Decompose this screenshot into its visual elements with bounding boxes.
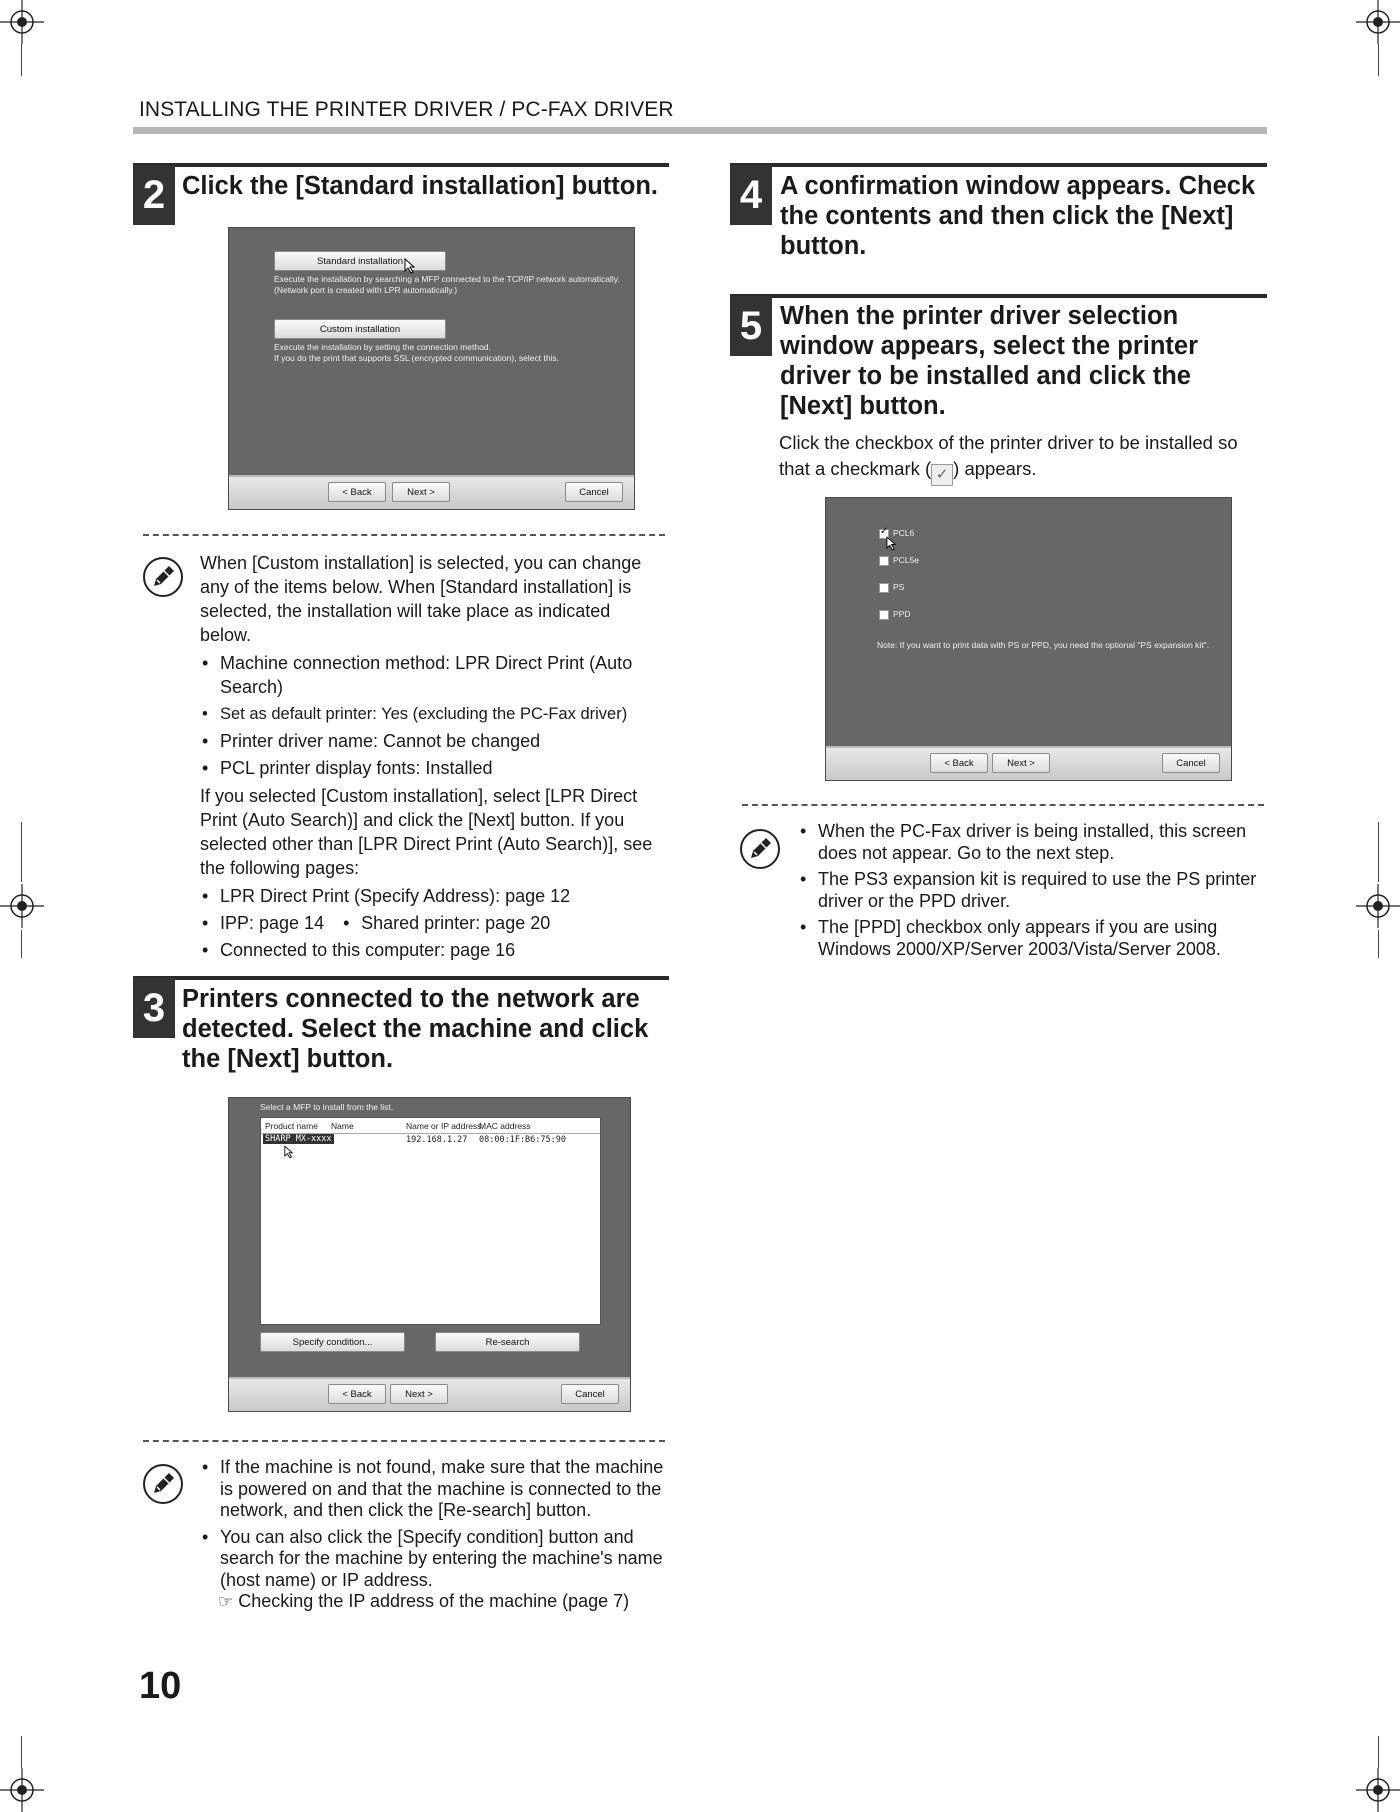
cursor-icon	[404, 258, 416, 274]
column-header: Name or IP address	[406, 1121, 482, 1131]
wizard-button-bar	[229, 475, 634, 509]
column-header: MAC address	[479, 1121, 531, 1131]
note-block	[200, 551, 666, 962]
note-bullet: • Connected to this computer: page 16	[200, 938, 666, 962]
back-button[interactable]: < Back	[930, 753, 988, 773]
next-button[interactable]: Next >	[390, 1384, 448, 1404]
note-separator	[143, 1440, 665, 1442]
note-block	[798, 821, 1266, 960]
note-bullet: • When the PC-Fax driver is being installed, this screen does not appear. Go to the next step.	[798, 821, 1266, 864]
wizard-button-bar	[229, 1377, 630, 1411]
note-bullet: • PCL printer display fonts: Installed	[200, 756, 666, 780]
column-header: Product name	[265, 1121, 318, 1131]
cursor-icon	[886, 536, 897, 551]
note-bullet: • LPR Direct Print (Specify Address): page 12	[200, 884, 666, 908]
standard-desc-line: (Network port is created with LPR automatically.)	[274, 285, 458, 295]
installation-type-screenshot	[228, 227, 635, 510]
standard-installation-button[interactable]: Standard installation	[274, 251, 446, 271]
table-row-product[interactable]: SHARP MX-xxxx	[265, 1134, 332, 1144]
cancel-button[interactable]: Cancel	[561, 1384, 619, 1404]
registration-mark-icon	[1356, 0, 1400, 44]
checkbox-label: PCL5e	[893, 555, 919, 565]
cancel-button[interactable]: Cancel	[1162, 753, 1220, 773]
pcl5e-checkbox[interactable]	[879, 556, 889, 566]
reference-link[interactable]: Checking the IP address of the machine (page 7)	[238, 1591, 630, 1611]
header-rule	[133, 127, 1267, 134]
checkbox-label: PS	[893, 582, 905, 592]
step-rule	[133, 976, 669, 980]
standard-desc-line: Execute the installation by searching a MFP connected to the TCP/IP network automatically.	[274, 274, 620, 284]
step-title: A confirmation window appears. Check the contents and then click the [Next] button.	[780, 172, 1256, 260]
note-pencil-icon	[739, 828, 781, 870]
back-button[interactable]: < Back	[328, 1384, 386, 1404]
step-title: Printers connected to the network are detected. Select the machine and click the [Next] button.	[182, 985, 649, 1073]
page-header: INSTALLING THE PRINTER DRIVER / PC-FAX DRIVER	[139, 98, 674, 121]
reference-hand-icon: ☞	[218, 1592, 234, 1611]
note-intro: When [Custom installation] is selected, you can change any of the items below. When [Standard installation] is selected, the installation will take place as indicated below.	[200, 553, 642, 645]
step-rule	[730, 163, 1267, 167]
note-separator	[742, 804, 1264, 806]
back-button[interactable]: < Back	[328, 482, 386, 502]
note-block	[200, 1457, 666, 1613]
custom-installation-button[interactable]: Custom installation	[274, 319, 446, 339]
trim-mark	[21, 1736, 22, 1768]
note-bullet: • Machine connection method: LPR Direct Print (Auto Search)	[200, 651, 666, 699]
trim-mark	[21, 822, 22, 882]
note-separator	[143, 534, 665, 536]
registration-mark-icon	[1356, 1768, 1400, 1812]
step-number: 4	[730, 165, 772, 225]
printer-list[interactable]	[260, 1117, 601, 1325]
instruction-text: Click the checkbox of the printer driver to be installed so that a checkmark (	[779, 432, 1238, 479]
step-rule	[133, 163, 669, 167]
next-button[interactable]: Next >	[392, 482, 450, 502]
step5-instruction	[779, 430, 1269, 486]
registration-mark-icon	[1356, 884, 1400, 928]
step-title: When the printer driver selection window appears, select the printer driver to be installed and click the [Next] button.	[780, 302, 1199, 420]
research-button[interactable]: Re-search	[435, 1332, 580, 1352]
registration-mark-icon	[0, 1768, 44, 1812]
registration-mark-icon	[0, 0, 44, 44]
printer-list-screenshot	[228, 1097, 631, 1412]
checkmark-icon: ✓	[931, 464, 953, 486]
note-bullet: • The [PPD] checkbox only appears if you are using Windows 2000/XP/Server 2003/Vista/Server 2008.	[798, 917, 1266, 960]
registration-mark-icon	[0, 884, 44, 928]
cursor-icon	[284, 1145, 294, 1159]
step-number: 2	[133, 165, 175, 225]
step-title: Click the [Standard installation] button.	[182, 172, 659, 200]
pcl6-checkbox[interactable]: ✓	[880, 526, 889, 537]
trim-mark	[21, 44, 22, 76]
note-bullet: • The PS3 expansion kit is required to use the PS printer driver or the PPD driver.	[798, 869, 1266, 912]
list-prompt: Select a MFP to install from the list.	[260, 1102, 394, 1112]
custom-desc-line: Execute the installation by setting the connection method.	[274, 342, 491, 352]
step-number: 3	[133, 978, 175, 1038]
cancel-button[interactable]: Cancel	[565, 482, 623, 502]
custom-desc-line: If you do the print that supports SSL (encrypted communication), select this.	[274, 353, 560, 363]
checkbox-label: PCL6	[893, 528, 915, 538]
table-row-mac: 08:00:1F:B6:75:90	[479, 1135, 566, 1145]
note-bullet: • You can also click the [Specify condition] button and search for the machine by entering the machine's name (host name) or IP address.	[200, 1527, 666, 1592]
trim-mark	[1378, 930, 1379, 958]
note-bullet: • Printer driver name: Cannot be changed	[200, 729, 666, 753]
note-pencil-icon	[142, 556, 184, 598]
trim-mark	[21, 930, 22, 958]
ppd-checkbox[interactable]	[879, 610, 889, 620]
trim-mark	[1378, 1736, 1379, 1768]
note-paragraph: If you selected [Custom installation], select [LPR Direct Print (Auto Search)] and click the [Next] button. If you selected other than [LPR Direct Print (Auto Search)], see the following pages:	[200, 786, 653, 878]
next-button[interactable]: Next >	[992, 753, 1050, 773]
trim-mark	[1378, 44, 1379, 76]
wizard-button-bar	[826, 746, 1231, 780]
specify-condition-button[interactable]: Specify condition...	[260, 1332, 405, 1352]
page-number: 10	[139, 1665, 182, 1707]
note-bullet: • Shared printer: page 20	[341, 911, 550, 935]
table-row-ip: 192.168.1.27	[406, 1135, 468, 1145]
note-pencil-icon	[142, 1463, 184, 1505]
column-header: Name	[331, 1121, 354, 1131]
step-rule	[730, 294, 1267, 298]
checkbox-label: PPD	[893, 609, 911, 619]
ps-checkbox[interactable]	[879, 583, 889, 593]
note-bullet: • If the machine is not found, make sure that the machine is powered on and that the machine is connected to the network, and then click the [Re-search] button.	[200, 1457, 666, 1522]
ps-note: Note: If you want to print data with PS or PPD, you need the optional "PS expansion kit".	[877, 640, 1210, 650]
note-bullet: • IPP: page 14	[200, 911, 324, 935]
step-number: 5	[730, 296, 772, 356]
trim-mark	[1378, 822, 1379, 882]
instruction-text: ) appears.	[953, 458, 1037, 479]
note-bullet: • Set as default printer: Yes (excluding the PC-Fax driver)	[200, 702, 666, 726]
driver-selection-screenshot	[825, 497, 1232, 781]
